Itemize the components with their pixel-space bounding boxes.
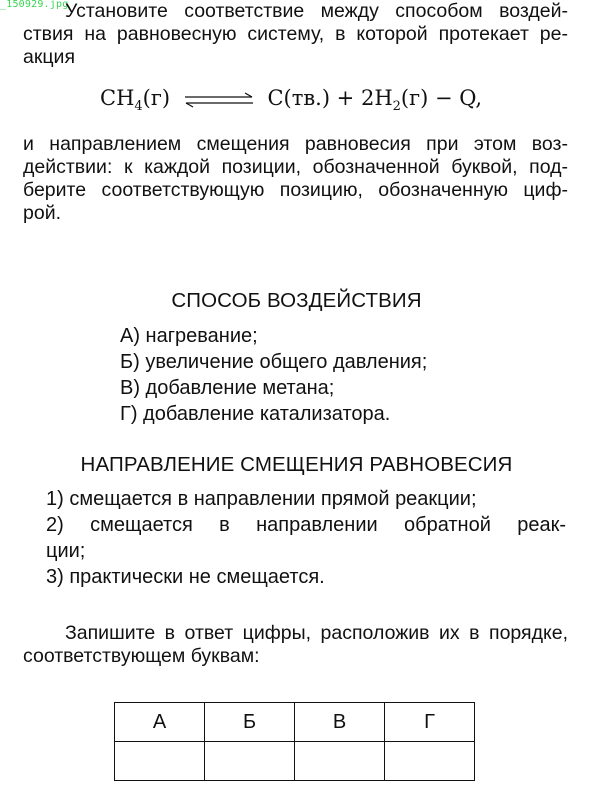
answer-table-value-row (115, 742, 475, 781)
col2-item-3: 3) практически не смещается. (46, 566, 325, 588)
instruction-paragraph (23, 133, 568, 225)
col1-item-b: Б) увеличение общего давления; (120, 351, 428, 373)
intro-line-1: Установите соответствие между способом воздей- (65, 0, 568, 22)
col2-heading: НАПРАВЛЕНИЕ СМЕЩЕНИЯ РАВНОВЕСИЯ (80, 453, 513, 476)
instruction-line-4: рой. (23, 202, 62, 224)
instruction-line-1: и направлением смещения равновесия при этом воз- (23, 133, 568, 155)
intro-paragraph-cont (23, 23, 568, 69)
col1-item-g: Г) добавление катализатора. (120, 403, 391, 425)
answer-cell-b[interactable] (205, 742, 295, 781)
product-c-h: C(тв.) + 2H (267, 86, 393, 110)
reactant-ch-subscript: 4 (134, 99, 143, 115)
answer-cell-a[interactable] (115, 742, 205, 781)
col1-item-a: А) нагревание; (120, 325, 258, 347)
answer-prompt-line-2: соответствующем буквам: (23, 645, 260, 667)
watermark-text: _150929.jpg (0, 0, 69, 10)
answer-table-header-row (115, 703, 475, 742)
answer-prompt-cont (23, 645, 568, 668)
col2-item-2: 2) смещается в направлении обратной реак- (46, 514, 566, 536)
col2-item-2-cont: ции; (46, 540, 86, 562)
col1-list (120, 323, 427, 427)
col2-item-1: 1) смещается в направлении прямой реакции; (46, 488, 477, 510)
instruction-line-3: берите соответствующую позицию, обозначенную циф- (23, 179, 568, 201)
reactant-ch: CH (100, 86, 135, 110)
answer-header-v: В (295, 703, 385, 742)
reaction-equation (100, 86, 482, 114)
answer-prompt-line-1: Запишите в ответ цифры, расположив их в порядке, (65, 622, 568, 644)
answer-header-g: Г (385, 703, 475, 742)
answer-table (114, 702, 475, 781)
product-h-state: (г) − Q, (400, 86, 483, 110)
col1-heading: СПОСОБ ВОЗДЕЙСТВИЯ (171, 289, 422, 312)
instruction-line-2: действии: к каждой позиции, обозначенной буквой, под- (23, 156, 568, 178)
reactant-ch-state: (г) (142, 86, 171, 110)
product-h-subscript: 2 (392, 99, 401, 115)
col1-item-v: В) добавление метана; (120, 377, 335, 399)
answer-header-b: Б (205, 703, 295, 742)
intro-paragraph (23, 0, 568, 23)
answer-cell-g[interactable] (385, 742, 475, 781)
col2-list (46, 486, 566, 590)
answer-prompt (23, 622, 568, 645)
equilibrium-arrows-icon (183, 92, 255, 108)
intro-line-3: акция (23, 46, 75, 68)
answer-header-a: А (115, 703, 205, 742)
intro-line-2: ствия на равновесную систему, в которой протекает ре- (23, 23, 568, 45)
answer-cell-v[interactable] (295, 742, 385, 781)
